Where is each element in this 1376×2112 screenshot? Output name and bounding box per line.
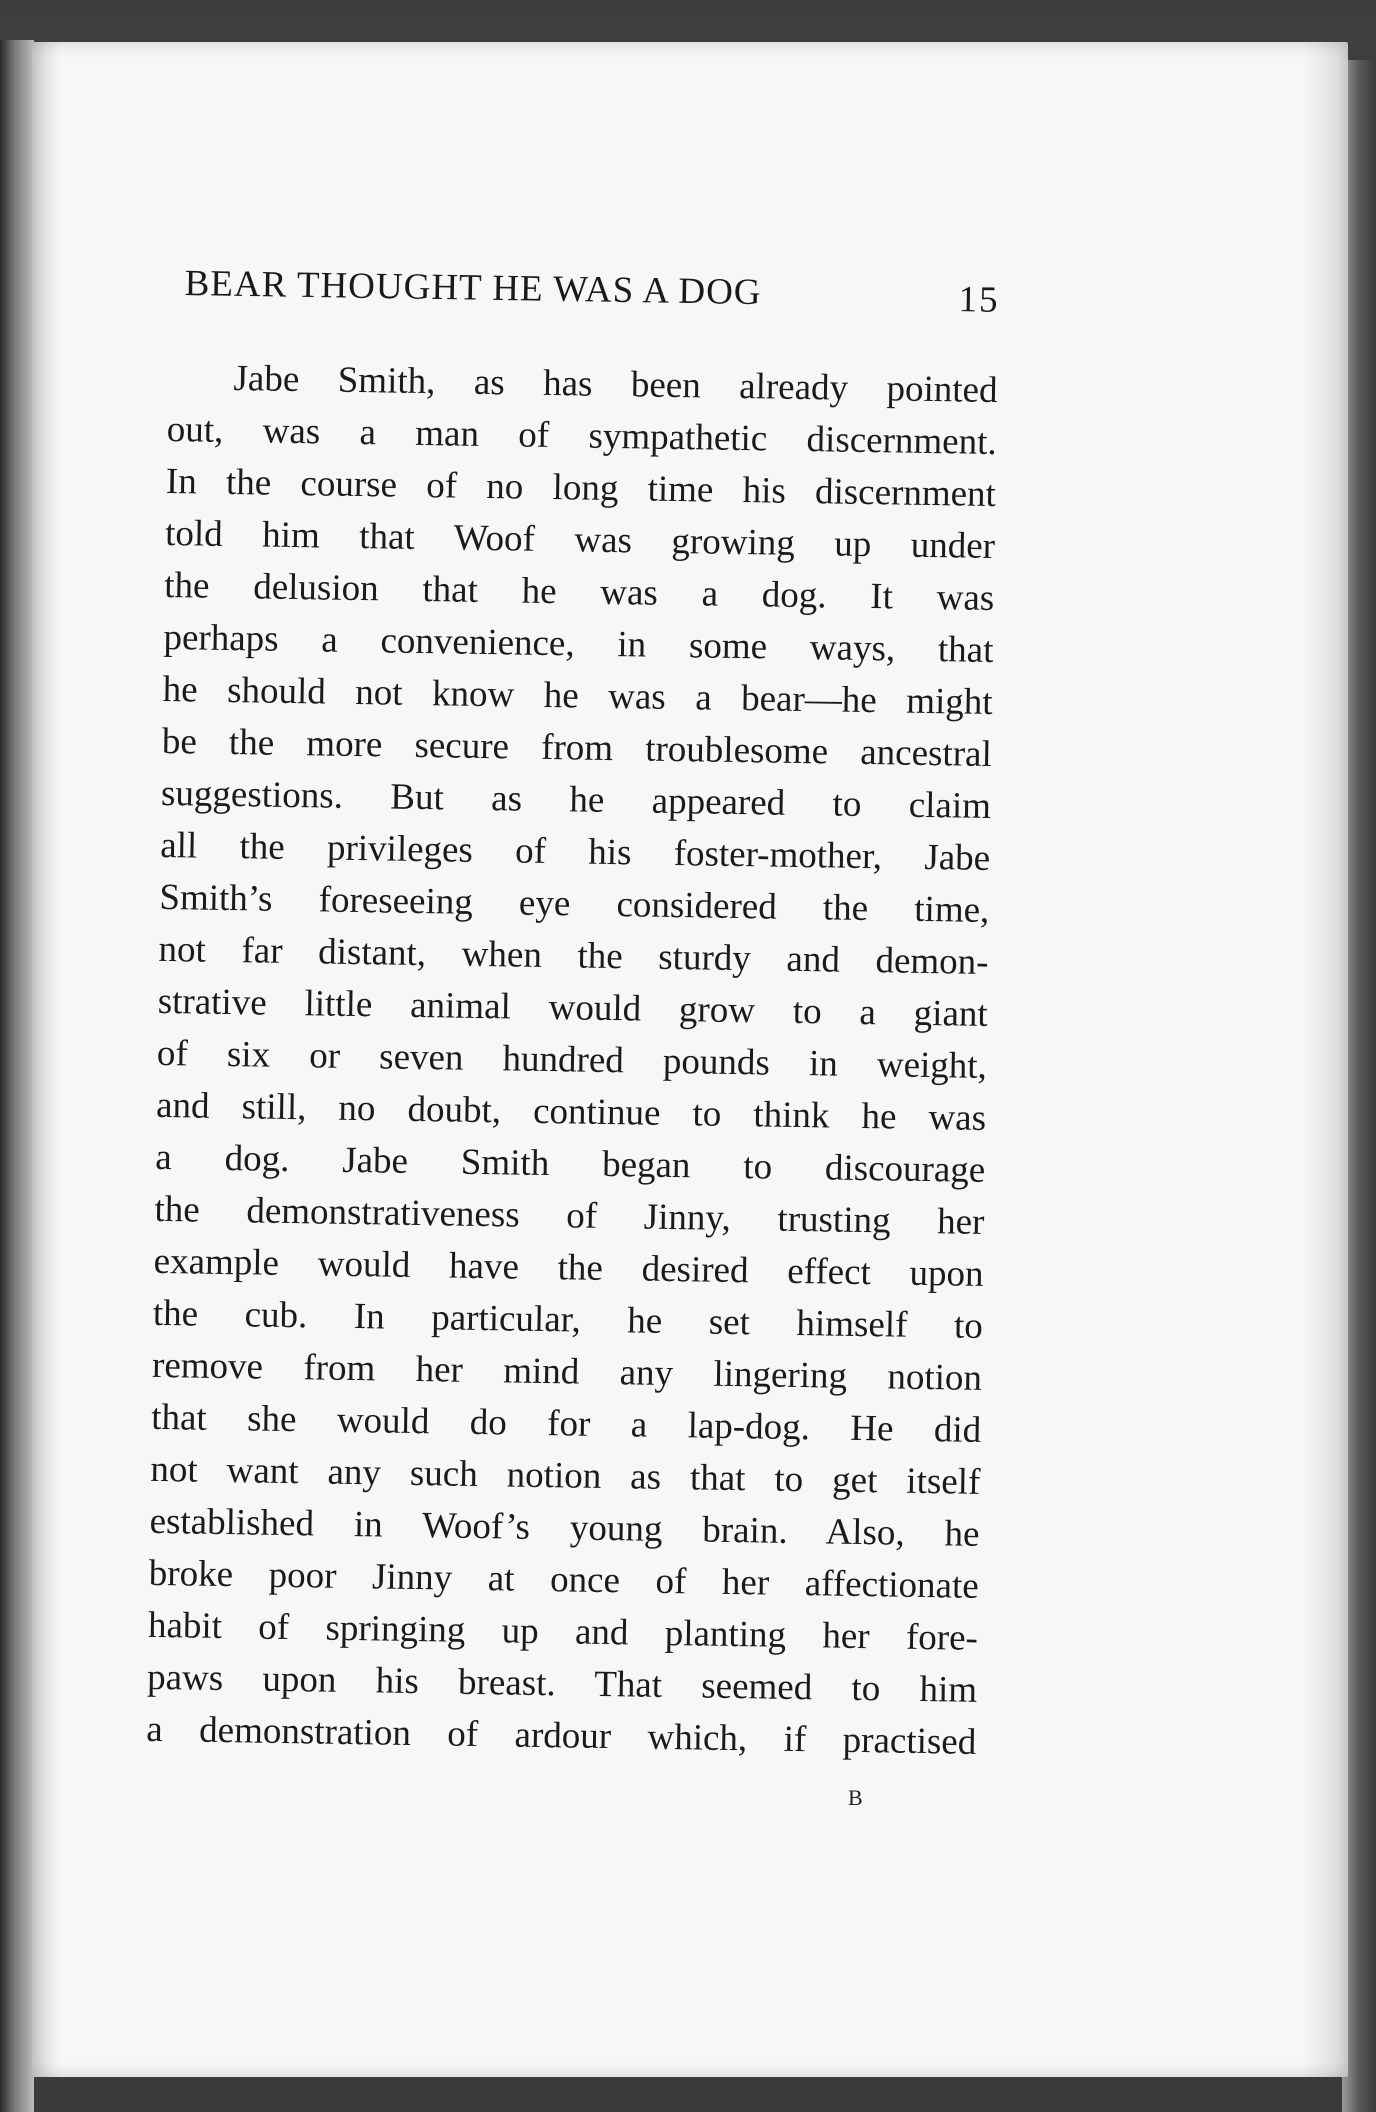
text-line: all the privileges of his foster-mother, Jabe — [159, 824, 991, 879]
text-line: established in Woof’s young brain. Also, he — [149, 1500, 980, 1555]
text-line: the demonstrativeness of Jinny, trusting her — [154, 1188, 985, 1243]
running-head: BEAR THOUGHT HE WAS A DOG — [184, 262, 762, 314]
text-line: that she would do for a lap-dog. He did — [150, 1396, 982, 1451]
text-line: In the course of no long time his discernment — [165, 460, 997, 516]
text-line: habit of springing up and planting her fore- — [147, 1604, 979, 1659]
text-line: not far distant, when the sturdy and demon- — [158, 928, 989, 983]
text-line: the cub. In particular, he set himself to — [152, 1292, 984, 1347]
body-text — [146, 352, 998, 1769]
page-number: 15 — [958, 279, 1000, 321]
text-line: told him that Woof was growing up under — [164, 512, 996, 568]
text-line: broke poor Jinny at once of her affectionate — [148, 1552, 980, 1607]
book-spine-edge — [0, 40, 34, 2112]
page-header — [184, 262, 1000, 335]
signature-mark: B — [848, 1785, 863, 1810]
text-line: out, was a man of sympathetic discernment. — [166, 408, 998, 464]
text-line: be the more secure from troublesome ancestral — [161, 720, 993, 775]
text-line: paws upon his breast. That seemed to him — [146, 1656, 978, 1711]
text-line: Jabe Smith, as has been already pointed — [233, 358, 998, 412]
text-line: perhaps a convenience, in some ways, that — [163, 616, 994, 671]
text-line: of six or seven hundred pounds in weight, — [156, 1032, 988, 1087]
text-line: and still, no doubt, continue to think he was — [155, 1084, 987, 1139]
text-line: a demonstration of ardour which, if practised — [146, 1708, 977, 1763]
text-line: example would have the desired effect upon — [153, 1240, 984, 1295]
text-line: the delusion that he was a dog. It was — [164, 564, 995, 620]
text-line: he should not know he was a bear—he might — [162, 668, 993, 723]
text-line: not want any such notion as that to get itself — [150, 1448, 981, 1503]
text-line: remove from her mind any lingering notion — [151, 1344, 983, 1399]
text-line: a dog. Jabe Smith began to discourage — [155, 1136, 986, 1191]
gutter-shadow — [32, 42, 60, 2077]
text-line: Smith’s foreseeing eye considered the time, — [159, 876, 990, 931]
text-line: suggestions. But as he appeared to claim — [160, 772, 992, 827]
text-line: strative little animal would grow to a giant — [157, 980, 989, 1035]
edge-shadow — [1302, 42, 1348, 2077]
